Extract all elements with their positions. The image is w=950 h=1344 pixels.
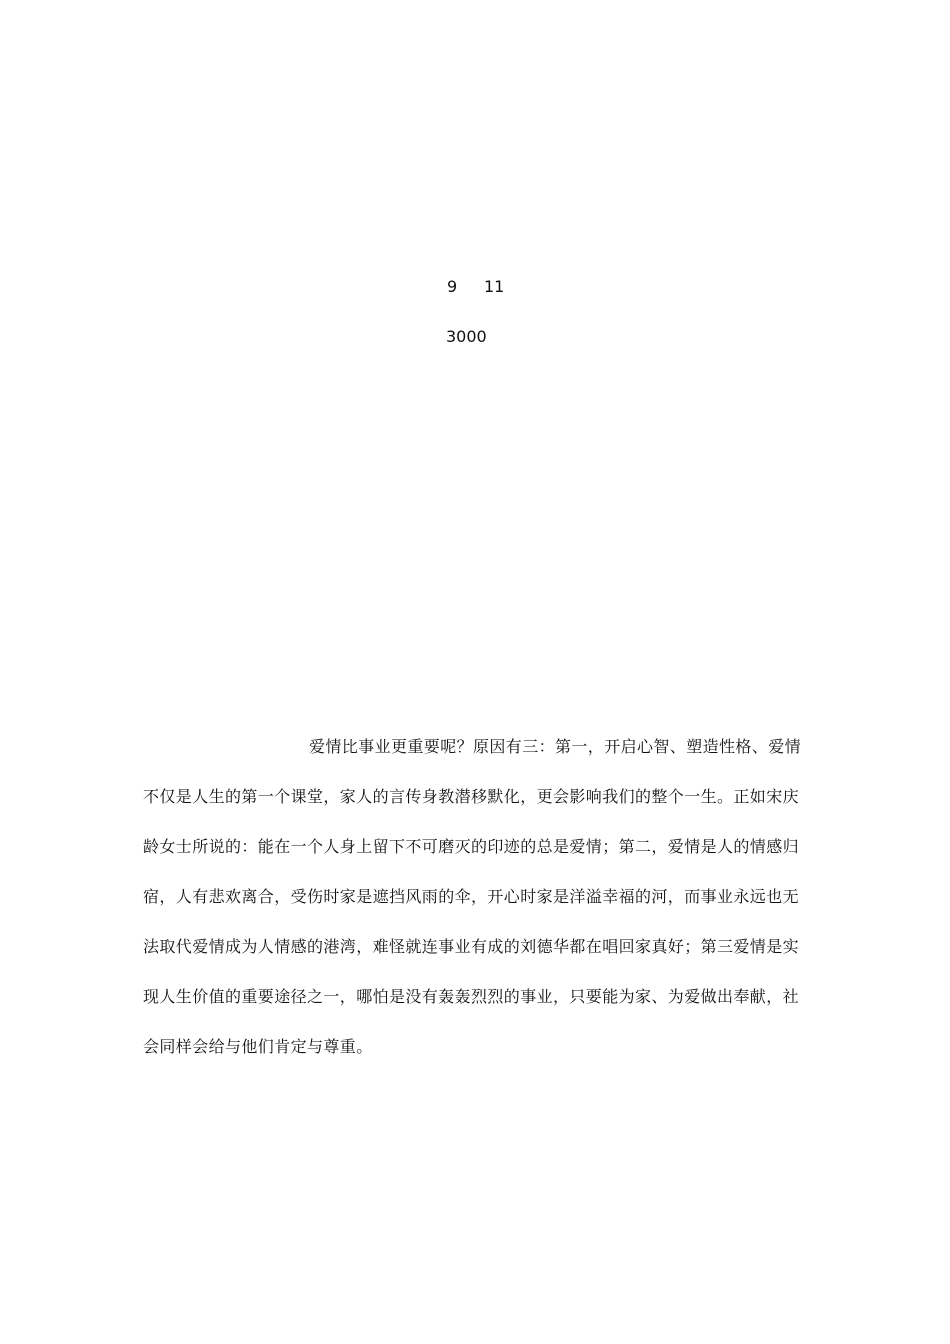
- paragraph-line: 现人生价值的重要途径之一，哪怕是没有轰轰烈烈的事业，只要能为家、为爱做出奉献，社: [143, 987, 800, 1006]
- body-paragraph: [143, 722, 813, 1072]
- number-nine: 9: [447, 277, 458, 296]
- paragraph-line: 不仅是人生的第一个课堂，家人的言传身教潜移默化，更会影响我们的整个一生。正如宋庆: [143, 787, 800, 806]
- paragraph-line: 宿，人有悲欢离合，受伤时家是遮挡风雨的伞，开心时家是洋溢幸福的河，而事业永远也无: [143, 887, 800, 906]
- paragraph-line: 龄女士所说的：能在一个人身上留下不可磨灭的印迹的总是爱情；第二，爱情是人的情感归: [143, 837, 800, 856]
- paragraph-line: 爱情比事业更重要呢？原因有三：第一，开启心智、塑造性格、爱情: [309, 737, 802, 756]
- paragraph-line: 法取代爱情成为人情感的港湾，难怪就连事业有成的刘德华都在唱回家真好；第三爱情是实: [143, 937, 800, 956]
- paragraph-line: 会同样会给与他们肯定与尊重。: [143, 1037, 373, 1056]
- number-eleven: 11: [484, 277, 505, 296]
- number-three-thousand: 3000: [446, 327, 487, 346]
